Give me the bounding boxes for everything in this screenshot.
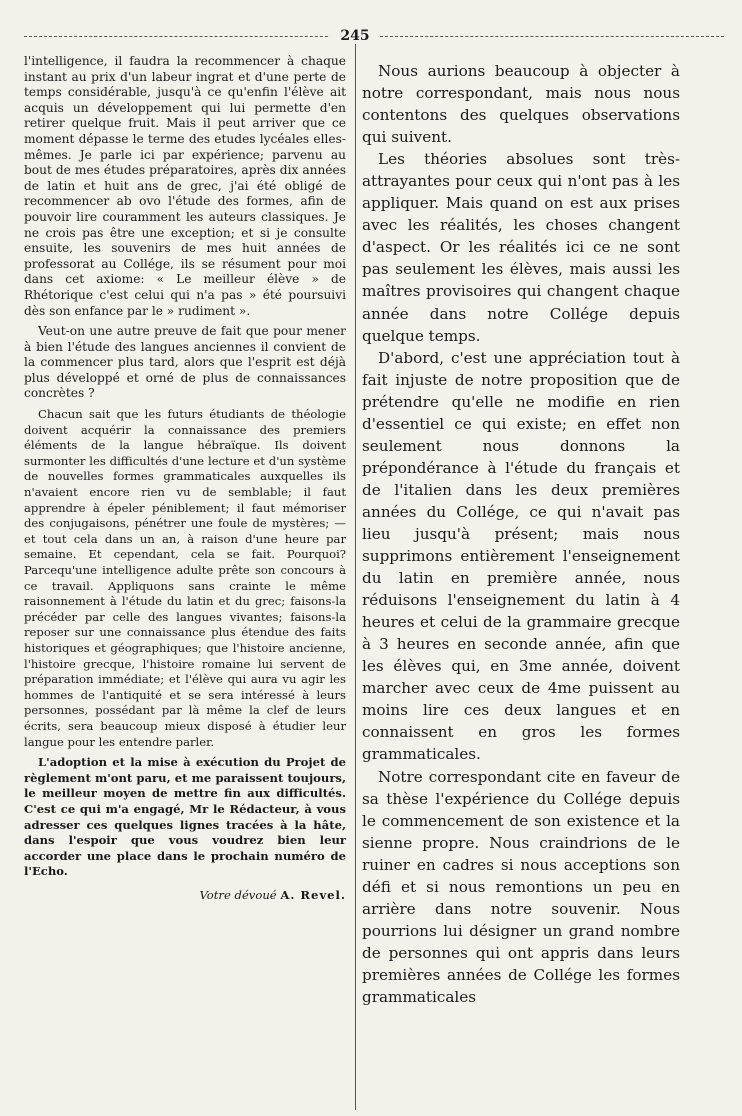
column-divider [355, 44, 356, 1110]
signature [24, 888, 346, 904]
right-paragraph-1: Nous aurions beaucoup à objecter à notre correspondant, mais nous nous contentons des quelques observations qui suivent. [362, 62, 680, 147]
right-paragraph-4: Notre correspondant cite en faveur de sa thèse l'expérience du Collége depuis le commencement de son existence et la sienne propre. Nous craindrions de le ruiner en cadres si nous acceptions son défi et si nous remontions un peu en arrière dans notre souvenir. Nous pourrions lui désigner un grand nombre de personnes qui ont appris dans leurs premières années de Collége les formes grammaticales [362, 767, 680, 1006]
right-column [362, 60, 680, 1008]
page-number: 245 [330, 27, 380, 45]
left-column [24, 54, 346, 903]
right-paragraph-2: Les théories absolues sont très-attrayantes pour ceux qui n'ont pas à les appliquer. Mais quand on est aux prises avec les réalités, les choses changent d'aspect. Or les réalités ici ce ne sont pas seulement les élèves, mais aussi les maîtres provisoires qui changent chaque année dans notre Collége depuis quelque temps. [362, 150, 680, 345]
left-paragraph-3: Chacun sait que les futurs étudiants de théologie doivent acquérir la connaissance des premiers éléments de la langue hébraïque. Ils doivent surmonter les difficultés d'une lecture et d'un système de nouvelles formes grammaticales auxquelles ils n'avaient encore rien vu de semblable; il faut apprendre à épeler péniblement; il faut mémoriser des conjugaisons, pénétrer une foule de mystères; — et tout cela dans un an, à raison d'une heure par semaine. Et cependant, cela se fait. Pourquoi? Parcequ'une intelligence adulte prête son concours à ce travail. Appliquons sans crainte le même raisonnement à l'étude du latin et du grec; faisons-la précéder par celle des langues vivantes; faisons-la reposer sur une connaissance plus étendue des faits historiques et géographiques; que l'histoire ancienne, l'histoire grecque, l'histoire romaine lui servent de préparation immédiate; et l'élève qui aura vu agir les hommes de l'antiquité et se sera intéressé à leurs personnes, possédant par là même la clef de leurs écrits, sera beaucoup mieux disposé à étudier leur langue pour les entendre parler. [24, 407, 346, 749]
signature-name: A. Revel. [280, 887, 346, 902]
left-paragraph-1: l'intelligence, il faudra la recommencer à chaque instant au prix d'un labeur ingrat et d'une perte de temps considérable, jusqu'à ce qu'enfin l'élève ait acquis un développement qui lui permette d'en retirer quelque fruit. Mais il peut arriver que ce moment dépasse le terme des etudes lycéales elles-mêmes. Je parle ici par expérience; parvenu au bout de mes études préparatoires, après dix années de latin et huit ans de grec, j'ai été obligé de recommencer ab ovo l'étude des formes, afin de pouvoir lire couramment les auteurs classiques. Je ne crois pas être une exception; et si je consulte ensuite, les souvenirs de mes huit années de professorat au Collége, ils se résument pour moi dans cet axiome: « Le meilleur élève » de Rhétorique c'est celui qui n'a pas » été poursuivi dès son enfance par le » rudiment ». [24, 54, 346, 318]
left-paragraph-4: L'adoption et la mise à exécution du Projet de règlement m'ont paru, et me paraissent toujours, le meilleur moyen de mettre fin aux difficultés. C'est ce qui m'a engagé, Mr le Rédacteur, à vous adresser ces quelques lignes tracées à la hâte, dans l'espoir que vous voudrez bien leur accorder une place dans le prochain numéro de l'Echo. [24, 755, 346, 879]
right-paragraph-3: D'abord, c'est une appréciation tout à fait injuste de notre proposition que de prétendre qu'elle ne modifie en rien d'essentiel ce qui existe; en effet non seulement nous donnons la prépondérance à l'étude du français et de l'italien dans les deux premières années du Collége, ce qui n'avait pas lieu jusqu'à présent; mais nous supprimons entièrement l'enseignement du latin en première année, nous réduisons l'enseignement du latin à 4 heures et celui de la grammaire grecque à 3 heures en seconde année, afin que les élèves qui, en 3me année, doivent marcher avec ceux de 4me puissent au moins lire ces deux langues et en connaissent en gros les formes grammaticales. [362, 348, 680, 764]
signature-prefix: Votre dévoué [199, 887, 277, 902]
left-paragraph-2: Veut-on une autre preuve de fait que pour mener à bien l'étude des langues anciennes il convient de la commencer plus tard, alors que l'esprit est déjà plus développé et orné de plus de connaissances concrètes ? [24, 324, 346, 401]
